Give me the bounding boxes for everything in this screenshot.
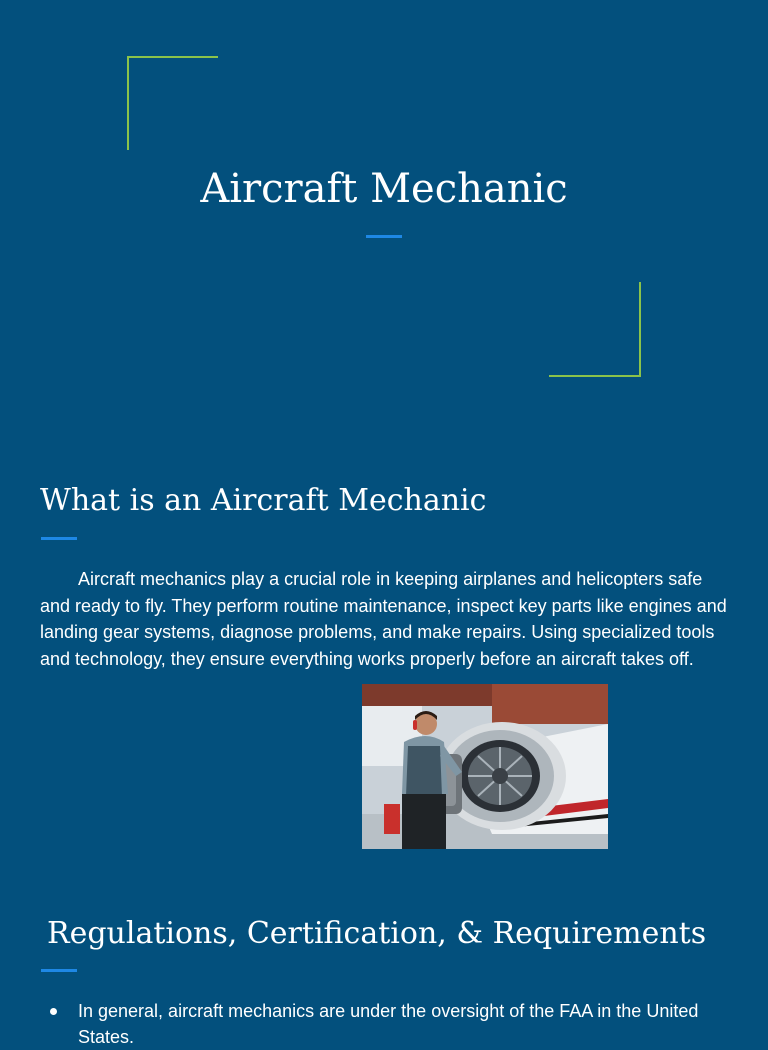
page-title: Aircraft Mechanic bbox=[200, 166, 568, 212]
list-item: In general, aircraft mechanics are under the oversight of the FAA in the United States. bbox=[48, 998, 708, 1050]
corner-bracket-bottom-right bbox=[549, 282, 641, 377]
section-underline-what bbox=[41, 537, 77, 540]
regulations-bullet-list bbox=[48, 998, 708, 1050]
section-paragraph-what: Aircraft mechanics play a crucial role in keeping airplanes and helicopters safe and ready to fly. They perform routine maintenance, inspect key parts like engines and landing gear systems, diagnose problems, and make repairs. Using specialized tools and technology, they ensure everything works properly before an aircraft takes off. bbox=[40, 569, 727, 669]
mechanic-photo bbox=[362, 684, 608, 849]
section-heading-what: What is an Aircraft Mechanic bbox=[40, 483, 487, 518]
corner-bracket-top-left bbox=[127, 56, 218, 150]
section-underline-regulations bbox=[41, 969, 77, 972]
title-underline bbox=[366, 235, 402, 238]
section-heading-regulations: Regulations, Certification, & Requirements bbox=[47, 916, 707, 951]
